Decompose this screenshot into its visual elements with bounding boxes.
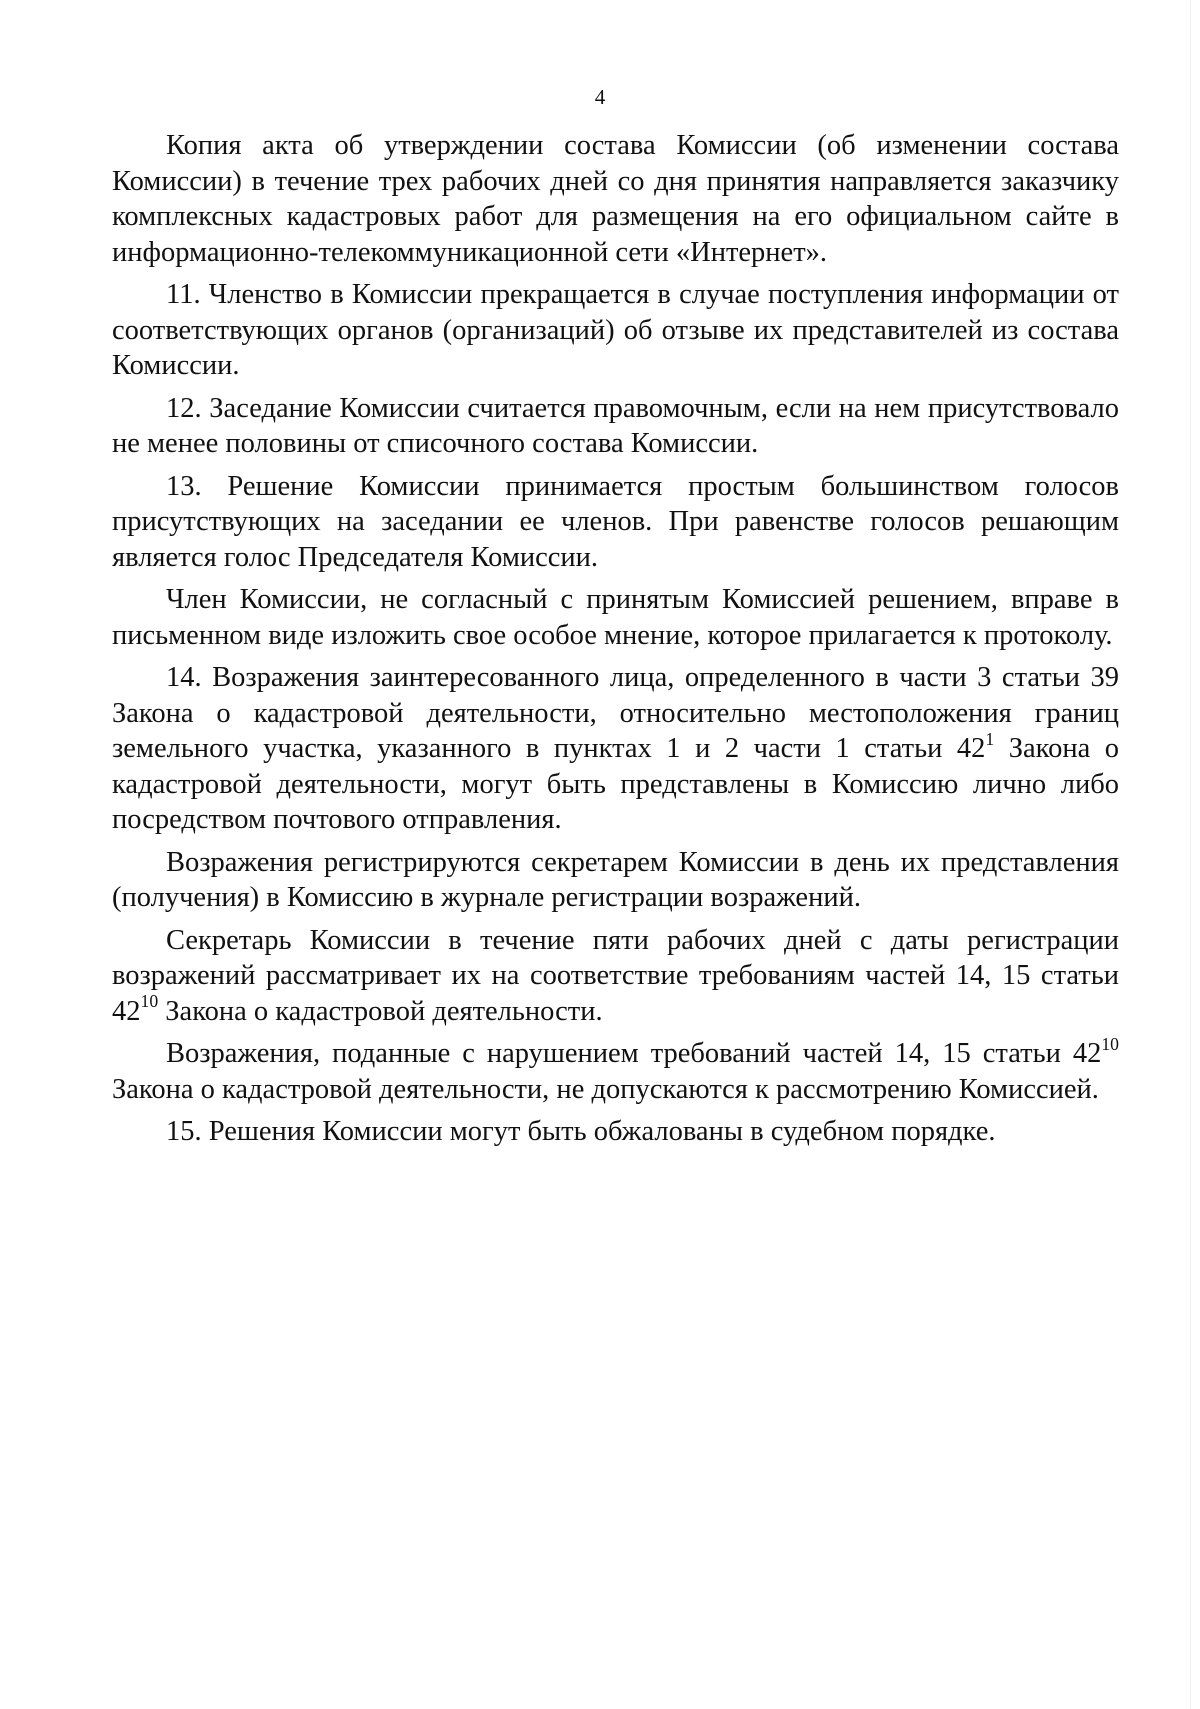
paragraph-text-part: Возражения, поданные с нарушением требований частей 14, 15 статьи 42 bbox=[166, 1038, 1102, 1069]
paragraph-text-part: Секретарь Комиссии в течение пяти рабочих дней с даты регистрации возражений рассматривает их на соответствие требованиям частей 14, 15 статьи 42 bbox=[112, 924, 1119, 1027]
paragraph-12-quorum: 12. Заседание Комиссии считается правомочным, если на нем присутствовало не менее половины от списочного состава Комиссии. bbox=[112, 392, 1119, 459]
superscript: 1 bbox=[985, 728, 995, 749]
paragraph-dissenting-opinion: Член Комиссии, не согласный с принятым Комиссией решением, вправе в письменном виде изложить свое особое мнение, которое прилагается к протоколу. bbox=[112, 584, 1119, 651]
paragraph-text-part: 14. Возражения заинтересованного лица, определенного в части 3 статьи 39 Закона о кадастровой деятельности, относительно местоположения границ земельного участка, указанного в пунктах 1 и 2 части 1 статьи 42 bbox=[112, 662, 1119, 764]
document-body bbox=[112, 128, 1119, 1157]
paragraph-text-part: Закона о кадастровой деятельности. bbox=[158, 995, 603, 1027]
paragraph-text-part: Закона о кадастровой деятельности, могут быть представлены в Комиссию лично либо посредством почтового отправления. bbox=[112, 733, 1120, 835]
paragraph-15-appeal: 15. Решения Комиссии могут быть обжалованы в судебном порядке. bbox=[166, 1116, 996, 1147]
paragraph-objections-registration: Возражения регистрируются секретарем Комиссии в день их представления (получения) в Комиссию в журнале регистрации возражений. bbox=[112, 846, 1119, 913]
superscript: 10 bbox=[140, 991, 159, 1011]
paragraph-11-membership-termination: 11. Членство в Комиссии прекращается в случае поступления информации от соответствующих органов (организаций) об отзыве их представителей из состава Комиссии. bbox=[112, 279, 1119, 381]
paragraph-objections-rejected bbox=[112, 1033, 1119, 1107]
paragraph-text-part: Закона о кадастровой деятельности, не допускаются к рассмотрению Комиссией. bbox=[112, 1073, 1099, 1105]
paragraph-secretary-review bbox=[112, 923, 1119, 1030]
scan-edge-line bbox=[1190, 0, 1191, 1709]
page-number: 4 bbox=[594, 85, 606, 109]
paragraph-commission-act-copy: Копия акта об утверждении состава Комиссии (об изменении состава Комиссии) в течение трех рабочих дней со дня принятия направляется заказчику комплексных кадастровых работ для размещения на его официальном сайте в информационно-телекоммуникационной сети «Интернет». bbox=[112, 130, 1119, 268]
paragraph-13-decision-voting: 13. Решение Комиссии принимается простым большинством голосов присутствующих на заседании ее членов. При равенстве голосов решающим является голос Председателя Комиссии. bbox=[112, 470, 1119, 573]
superscript: 10 bbox=[1101, 1033, 1119, 1054]
paragraph-14-objections bbox=[112, 660, 1119, 838]
